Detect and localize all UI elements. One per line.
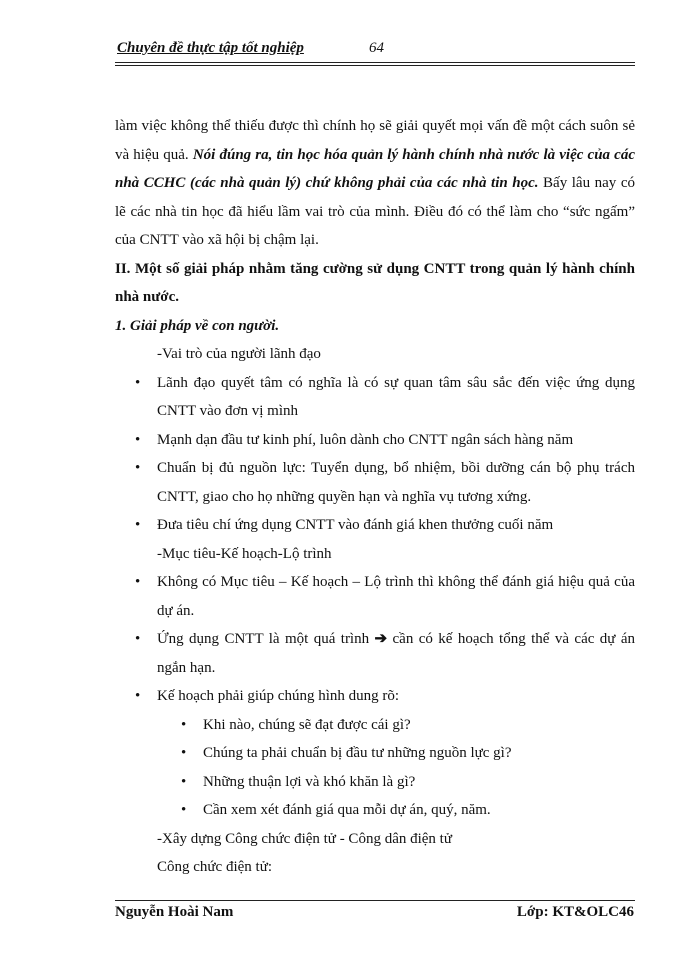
header-rule-bottom: [115, 65, 635, 66]
role-label: -Vai trò của người lãnh đạo: [157, 346, 321, 362]
header-page-number: 64: [369, 40, 384, 56]
sub-list-item-text: Khi nào, chúng sẽ đạt được cái gì?: [203, 716, 411, 733]
list-item-text: cần có kế hoạch tổng thể và các dự án ngắn hạn.: [157, 631, 635, 676]
list-item: [115, 454, 635, 511]
list-item-text: Chuẩn bị đủ nguồn lực: Tuyển dụng, bổ nhiệm, bồi dưỡng cán bộ phụ trách CNTT, giao cho họ những quyền hạn và nghĩa vụ tương xứng.: [157, 460, 635, 505]
list-item: [115, 511, 635, 540]
list-item-text: Kế hoạch phải giúp chúng hình dung rõ:: [157, 688, 400, 704]
list-item-text: Ứng dụng CNTT là một quá trình: [157, 631, 375, 647]
arrow-right-icon: ➔: [374, 631, 388, 647]
list-item: [115, 426, 635, 455]
header-title: Chuyên đề thực tập tốt nghiệp: [117, 40, 304, 56]
sub-list-item: [115, 711, 635, 740]
bullet-icon: •: [135, 688, 141, 704]
sub-list-item-text: Chúng ta phải chuẩn bị đầu tư những nguồn lực gì?: [203, 745, 512, 761]
footer-class: Lớp: KT&OLC46: [516, 904, 634, 920]
paragraph-intro-start: làm việc không thể thiếu được thì chính họ sẽ giải quyết mọi vấn đề một cách suôn sẻ và hiệu quả.: [115, 118, 635, 163]
sub-list-item: [115, 796, 635, 825]
goal-label: -Mục tiêu-Kế hoạch-Lộ trình: [157, 545, 332, 562]
list-item: [115, 568, 635, 625]
bullet-icon: •: [135, 574, 141, 590]
list-item: [115, 369, 635, 426]
footer-rule: [115, 900, 635, 901]
bullet-icon: •: [181, 745, 187, 761]
page-header: [115, 40, 635, 64]
list-item: [115, 625, 635, 682]
bullet-icon: •: [135, 460, 141, 476]
list-item-text: Đưa tiêu chí ứng dụng CNTT vào đánh giá khen thưởng cuối năm: [157, 517, 554, 533]
sub-list-item: [115, 739, 635, 768]
list-item-text: Không có Mục tiêu – Kế hoạch – Lộ trình thì không thể đánh giá hiệu quả của dự án.: [157, 574, 635, 619]
section-heading: II. Một số giải pháp nhằm tăng cường sử dụng CNTT trong quản lý hành chính nhà nước.: [115, 260, 635, 305]
document-body: [115, 112, 635, 882]
bullet-icon: •: [181, 802, 187, 818]
egov-sub-label: Công chức điện tử:: [157, 859, 272, 875]
bullet-icon: •: [181, 716, 187, 733]
header-rule-top: [115, 62, 635, 63]
list-item: [115, 682, 635, 711]
subsection-heading: 1. Giải pháp về con người.: [115, 317, 280, 334]
paragraph-intro-end: Bấy lâu nay có lẽ các nhà tin học đã hiểu lầm vai trò của mình. Điều đó có thể làm cho “sức ngấm” của CNTT vào xã hội bị chậm lại.: [115, 175, 635, 248]
sub-list-item-text: Cần xem xét đánh giá qua mỗi dự án, quý, năm.: [203, 802, 491, 818]
sub-list-item-text: Những thuận lợi và khó khăn là gì?: [203, 773, 416, 790]
footer-author: Nguyễn Hoài Nam: [115, 904, 234, 920]
bullet-icon: •: [181, 773, 187, 790]
list-item-text: Lãnh đạo quyết tâm có nghĩa là có sự quan tâm sâu sắc đến việc ứng dụng CNTT vào đơn vị mình: [157, 374, 635, 419]
bullet-icon: •: [135, 431, 141, 448]
sub-list-item: [115, 768, 635, 797]
egov-label: -Xây dựng Công chức điện tử - Công dân điện tử: [157, 830, 452, 847]
bullet-icon: •: [135, 631, 141, 647]
list-item-text: Mạnh dạn đầu tư kinh phí, luôn dành cho CNTT ngân sách hàng năm: [157, 431, 574, 448]
paragraph-intro: [115, 112, 635, 255]
bullet-icon: •: [135, 374, 141, 391]
bullet-icon: •: [135, 517, 141, 533]
paragraph-intro-emphasis: Nói đúng ra, tin học hóa quản lý hành chính nhà nước là việc của các nhà CCHC (các nhà quản lý) chứ không phải của các nhà tin học.: [115, 146, 636, 191]
